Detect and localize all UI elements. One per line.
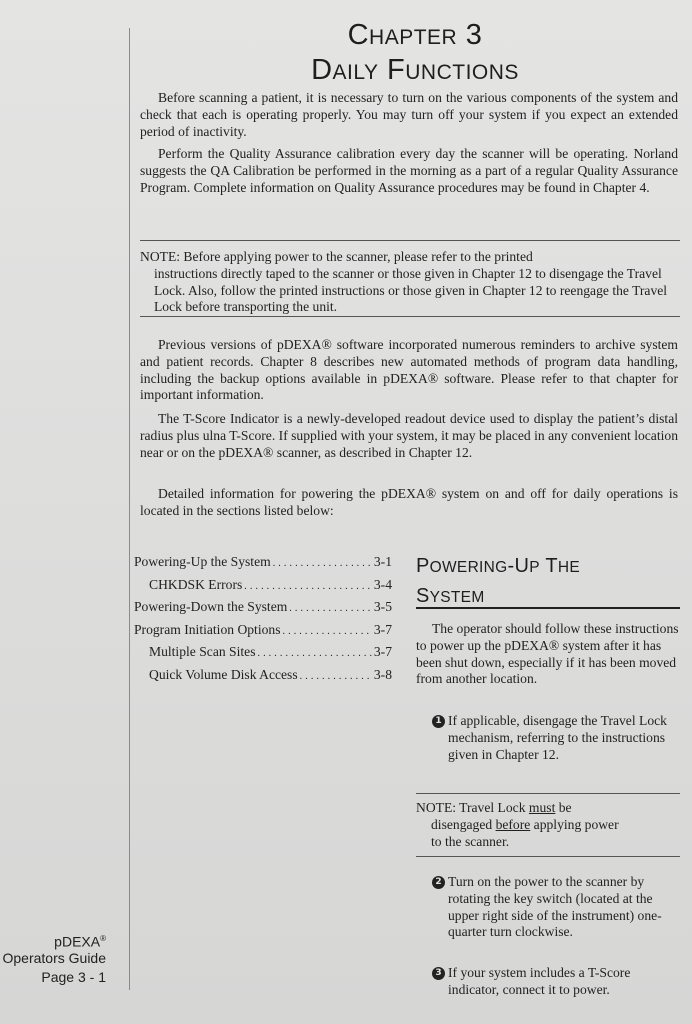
section-heading-line2: SYSTEM [416, 585, 485, 607]
step-1-text: If applicable, disengage the Travel Lock mechanism, referring to the instructions given in Chapter 12. [448, 713, 667, 762]
toc-entry-powering-down[interactable] [134, 597, 392, 620]
intro-paragraph-1: Before scanning a patient, it is necessary to turn on the various components of the system and check that each is operating properly. You may turn off your system if you expect an extended period of inactivity. [140, 90, 678, 139]
toc-entry-powering-up[interactable] [134, 552, 392, 575]
toc-leader [283, 620, 372, 643]
step-3-number-icon: 3 [432, 967, 445, 980]
step-3 [432, 965, 682, 999]
table-of-contents [134, 552, 392, 688]
toc-leader [300, 665, 372, 688]
footer-product [54, 930, 106, 951]
toc-page: 3-1 [373, 554, 392, 569]
note2-line2-post: applying power [530, 816, 619, 832]
toc-page: 3-5 [373, 599, 392, 615]
note-travel-lock [140, 249, 678, 316]
step-2-text: Turn on the power to the scanner by rotating the key switch (located at the upper right side of the instrument) one-quarter turn clockwise. [448, 874, 662, 940]
note2-prefix: NOTE: Travel Lock [416, 800, 529, 815]
toc-leader [244, 575, 372, 598]
footer-product-name: pDEXA [54, 933, 101, 950]
body-paragraph-2: The T-Score Indicator is a newly-developed readout device used to display the patient’s distal radius plus ulna T-Score. If supplied with your system, it may be placed in any convenient location near or on the pDEXA® scanner, as described in Chapter 12. [140, 411, 678, 460]
note2-top-rule [416, 793, 680, 794]
toc-leader [273, 552, 372, 575]
step-1-number-icon: 1 [432, 715, 445, 728]
note2-before: before [495, 816, 531, 832]
note-first-line: NOTE: Before applying power to the scanner, please refer to the printed [140, 249, 533, 264]
note-rest: instructions directly taped to the scanner or those given in Chapter 12 to disengage the Travel Lock. Also, follow the printed instructions or those given in Chapter 12 to reengage the Travel Lock before transporting the unit. [154, 265, 668, 315]
chapter-title-text: DAILY FUNCTIONS [311, 54, 519, 86]
step-2-number-icon: 2 [432, 876, 445, 889]
toc-entry-chkdsk[interactable] [134, 575, 392, 598]
toc-title: Multiple Scan Sites [149, 644, 256, 660]
chapter-number-text: CHAPTER 3 [347, 19, 483, 51]
toc-title: CHKDSK Errors [149, 576, 243, 592]
footer-guide: Operators Guide [2, 950, 106, 966]
toc-title: Program Initiation Options [134, 621, 281, 637]
toc-title: Powering-Up the System [134, 554, 271, 569]
toc-entry-quick-volume[interactable] [134, 665, 392, 688]
note2-mid: be [555, 800, 572, 815]
section-heading-line1: POWERING-UP THE [416, 555, 581, 577]
body-paragraph-3: Detailed information for powering the pDEXA® system on and off for daily operations is located in the sections listed below: [140, 486, 678, 518]
toc-entry-multiple-scan-sites[interactable] [134, 642, 392, 665]
step-3-text: If your system includes a T-Score indicator, connect it to power. [448, 965, 631, 997]
toc-title: Quick Volume Disk Access [149, 666, 298, 682]
note2-bottom-rule [416, 856, 680, 857]
note2-line2-pre: disengaged [431, 816, 496, 832]
chapter-title-heading [240, 53, 590, 90]
intro-paragraph-2: Perform the Quality Assurance calibration every day the scanner will be operating. Norland suggests the QA Calibration be performed in the morning as a part of a regular Quality Assurance Program. Complete information on Quality Assurance procedures may be found in Chapter 4. [140, 146, 678, 195]
section-heading-rule [416, 607, 680, 609]
section-intro: The operator should follow these instructions to power up the pDEXA® system after it has been shut down, especially if it has been moved from another location. [416, 621, 679, 687]
footer-page-number: Page 3 - 1 [41, 969, 106, 985]
body-paragraph-1: Previous versions of pDEXA® software incorporated numerous reminders to archive system and patient records. Chapter 8 describes new automated methods of program data handling, including the backup options available in pDEXA® software. Please refer to that chapter for important information. [140, 337, 678, 403]
toc-leader [257, 642, 371, 665]
toc-page: 3-8 [373, 666, 392, 682]
step-2 [432, 874, 682, 941]
chapter-number-heading [240, 18, 590, 55]
note2-line3: to the scanner. [431, 833, 510, 849]
toc-leader [289, 597, 372, 620]
step-1 [432, 713, 682, 763]
toc-page: 3-7 [373, 621, 392, 637]
toc-page: 3-4 [373, 576, 392, 592]
toc-entry-program-initiation[interactable] [134, 620, 392, 643]
section-heading [416, 552, 682, 612]
toc-page: 3-7 [373, 644, 392, 660]
note-bottom-rule [140, 316, 680, 317]
toc-title: Powering-Down the System [134, 599, 288, 615]
note2-must: must [528, 800, 556, 815]
registered-mark: ® [100, 934, 106, 943]
note-travel-lock-must [416, 800, 680, 850]
margin-rule [129, 28, 130, 990]
note-top-rule [140, 240, 680, 241]
